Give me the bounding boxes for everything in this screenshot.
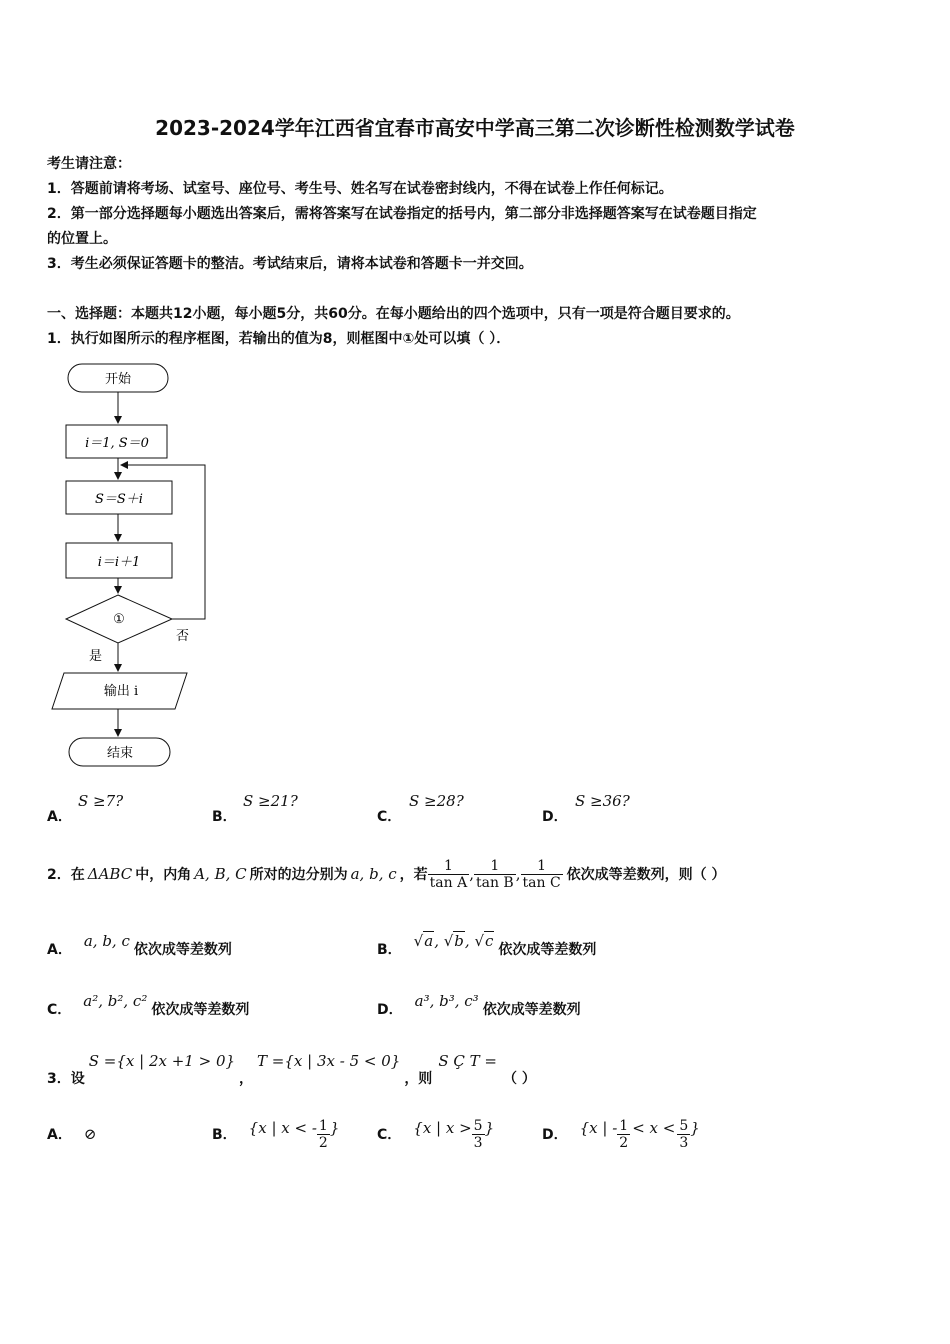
q2-option-a: A． a, b, c 依次成等差数列: [47, 932, 232, 958]
flow-output-label: 输出 i: [103, 684, 139, 699]
q1-option-a: S ≥7?: [78, 792, 124, 810]
notice-item-2-cont: 的位置上。: [47, 231, 117, 247]
q3-set-s: S ={x | 2x +1 > 0}: [88, 1052, 236, 1070]
q2-prefix: 2．在: [47, 867, 85, 883]
q1-option-b: S ≥21?: [243, 792, 298, 810]
q2-frac-c: $\frac{1}{\text{tan C}}$: [522, 857, 561, 891]
q2-option-b: B． √a, √b, √c 依次成等差数列: [377, 932, 597, 958]
q3-option-b: B． {x | x < - $\frac{1}{2}$ }: [212, 1117, 340, 1151]
q1-option-a-label: A．: [47, 809, 72, 825]
flow-end-label: 结束: [106, 746, 134, 761]
q1-option-c-label: C．: [377, 809, 402, 825]
q2-stem: 2．在 ΔABC 中，内角 A, B, C 所对的边分别为 a, b, c ，若 $\frac{1}{\text{tan A}}$ , $\frac{1}{\text{tan B}}$ , $\frac{1}{\text{tan C}}$ 依次成等差数列，则（ ）: [47, 857, 726, 891]
notice-item-2: 2．第一部分选择题每小题选出答案后，需将答案写在试卷指定的括号内，第二部分非选择题答案写在试卷题目指定: [47, 206, 757, 222]
q3-expr: S Ç T =: [438, 1052, 497, 1070]
q2-sides: a, b, c: [350, 865, 397, 883]
notice-item-3: 3．考生必须保证答题卡的整洁。考试结束后，请将本试卷和答题卡一并交回。: [47, 256, 533, 272]
notice-item-1: 1．答题前请将考场、试室号、座位号、考生号、姓名写在试卷密封线内，不得在试卷上作任何标记。: [47, 181, 673, 197]
q3-set-t: T ={x | 3x - 5 < 0}: [257, 1052, 401, 1070]
q2-frac-a: $\frac{1}{\text{tan A}}$: [429, 857, 468, 891]
q2-triangle: ΔABC: [87, 865, 133, 883]
q3-option-c: C． {x | x > $\frac{5}{3}$ }: [377, 1117, 495, 1151]
flow-step2-label: i＝i＋1: [97, 555, 141, 570]
q2-mid2: 所对的边分别为: [249, 867, 348, 883]
q3-option-a: A． ⊘: [47, 1125, 97, 1143]
q2-option-d: D． a³, b³, c³ 依次成等差数列: [377, 992, 581, 1018]
page-title: 2023-2024学年江西省宜春市高安中学高三第二次诊断性检测数学试卷: [155, 116, 795, 140]
q2-mid1: 中，内角: [135, 867, 192, 883]
q1-option-d: S ≥36?: [575, 792, 630, 810]
q1-option-d-label: D．: [542, 809, 568, 825]
q1-option-c: S ≥28?: [409, 792, 464, 810]
flowchart: [45, 355, 230, 775]
q3-stem: 3．设 S ={x | 2x +1 > 0} ， T ={x | 3x - 5 < 0} ，则 S Ç T = （ ）: [47, 1052, 536, 1087]
flow-start-label: 开始: [104, 372, 132, 387]
q1-option-b-label: B．: [212, 809, 237, 825]
q2-option-c: C． a², b², c² 依次成等差数列: [47, 992, 250, 1018]
flow-yes-label: 是: [89, 649, 103, 664]
flow-condition-label: ①: [113, 612, 125, 627]
q1-stem: 1．执行如图所示的程序框图，若输出的值为8，则框图中①处可以填（ ）．: [47, 331, 511, 347]
q2-frac-b: $\frac{1}{\text{tan B}}$: [475, 857, 514, 891]
q2-angles: A, B, C: [194, 865, 247, 883]
notice-heading: 考生请注意：: [47, 156, 131, 172]
flow-step1-label: S＝S＋i: [95, 492, 143, 507]
section-heading: 一、选择题：本题共12小题，每小题5分，共60分。在每小题给出的四个选项中，只有一项是符合题目要求的。: [47, 306, 740, 322]
q3-option-d: D． {x | - $\frac{1}{2}$ < x < $\frac{5}{3}$ }: [542, 1117, 700, 1151]
q2-suffix: 依次成等差数列，则（ ）: [566, 867, 726, 883]
q2-mid3: ，若: [399, 867, 428, 883]
flow-init-label: i＝1, S＝0: [85, 436, 149, 451]
flow-no-label: 否: [176, 629, 190, 644]
